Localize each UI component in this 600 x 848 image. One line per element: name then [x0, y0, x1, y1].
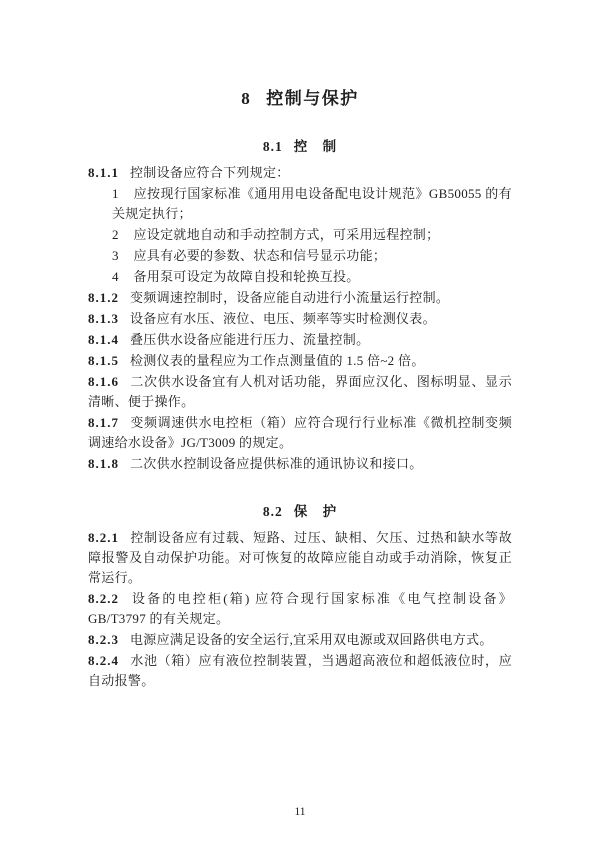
clause-number: 8.1.8	[88, 456, 119, 471]
clause-8-2-2	[88, 589, 512, 629]
sub-item-number: 1	[112, 186, 120, 201]
clause-text: 检测仪表的量程应为工作点测量值的 1.5 倍~2 倍。	[130, 353, 425, 368]
chapter-number: 8	[241, 89, 252, 108]
clause-number: 8.1.5	[88, 353, 119, 368]
clause-number: 8.1.1	[88, 165, 119, 180]
sub-item-number: 4	[112, 269, 120, 284]
sub-item-number: 2	[112, 227, 120, 242]
sub-item-number: 3	[112, 248, 120, 263]
clause-text: 变频调速控制时，设备应能自动进行小流量运行控制。	[130, 290, 450, 305]
clause-text: 电源应满足设备的安全运行,宜采用双电源或双回路供电方式。	[130, 632, 493, 647]
clause-text: 设备的电控柜(箱) 应符合现行国家标准《电气控制设备》GB/T3797 的有关规定。	[88, 591, 512, 626]
clause-text: 二次供水设备宜有人机对话功能，界面应汉化、图标明显、显示清晰、便于操作。	[88, 374, 512, 409]
clause-8-1-8	[88, 454, 512, 474]
clause-text: 控制设备应有过载、短路、过压、缺相、欠压、过热和缺水等故障报警及自动保护功能。对可恢复的故障应能自动或手动消除，恢复正常运行。	[88, 530, 512, 585]
sub-item-3	[88, 246, 512, 266]
clause-8-1-6	[88, 372, 512, 412]
section-number: 8.1	[262, 139, 283, 154]
clause-text: 叠压供水设备应能进行压力、流量控制。	[130, 332, 370, 347]
clause-number: 8.1.2	[88, 290, 119, 305]
clause-8-2-3	[88, 630, 512, 650]
section-number: 8.2	[262, 504, 283, 519]
clause-8-1-7	[88, 413, 512, 453]
page-number: 11	[294, 806, 306, 818]
section-heading-8-2	[88, 500, 512, 520]
chapter-title: 控制与保护	[266, 89, 359, 108]
sub-item-text: 应设定就地自动和手动控制方式，可采用远程控制；	[133, 227, 440, 242]
clause-text: 控制设备应符合下列规定：	[130, 165, 290, 180]
clause-number: 8.2.4	[88, 653, 119, 668]
clause-number: 8.1.6	[88, 374, 119, 389]
clause-number: 8.2.1	[88, 530, 119, 545]
clause-8-2-4	[88, 651, 512, 691]
clause-8-1-4	[88, 330, 512, 350]
clause-number: 8.1.7	[88, 415, 119, 430]
clause-number: 8.1.4	[88, 332, 119, 347]
clause-number: 8.1.3	[88, 311, 119, 326]
section-title: 保 护	[293, 504, 338, 519]
clause-8-1-1	[88, 163, 512, 183]
clause-number: 8.2.3	[88, 632, 119, 647]
clause-text: 水池（箱）应有液位控制装置，当遇超高液位和超低液位时，应自动报警。	[88, 653, 512, 688]
sub-item-text: 备用泵可设定为故障自投和轮换互投。	[133, 269, 360, 284]
sub-item-4	[88, 267, 512, 287]
sub-item-1	[88, 184, 512, 224]
clause-number: 8.2.2	[88, 591, 119, 606]
sub-item-2	[88, 225, 512, 245]
clause-8-1-5	[88, 351, 512, 371]
clause-text: 设备应有水压、液位、电压、频率等实时检测仪表。	[130, 311, 436, 326]
clause-8-1-3	[88, 309, 512, 329]
chapter-heading	[88, 84, 512, 109]
clause-8-1-2	[88, 288, 512, 308]
sub-item-text: 应具有必要的参数、状态和信号显示功能；	[133, 248, 387, 263]
clause-text: 变频调速供水电控柜（箱）应符合现行行业标准《微机控制变频调速给水设备》JG/T3009 的规定。	[88, 415, 512, 450]
clause-8-2-1	[88, 528, 512, 588]
section-heading-8-1	[88, 135, 512, 155]
sub-item-text: 应按现行国家标准《通用用电设备配电设计规范》GB50055 的有关规定执行；	[112, 186, 512, 221]
section-title: 控 制	[293, 139, 338, 154]
clause-text: 二次供水控制设备应提供标准的通讯协议和接口。	[130, 456, 423, 471]
